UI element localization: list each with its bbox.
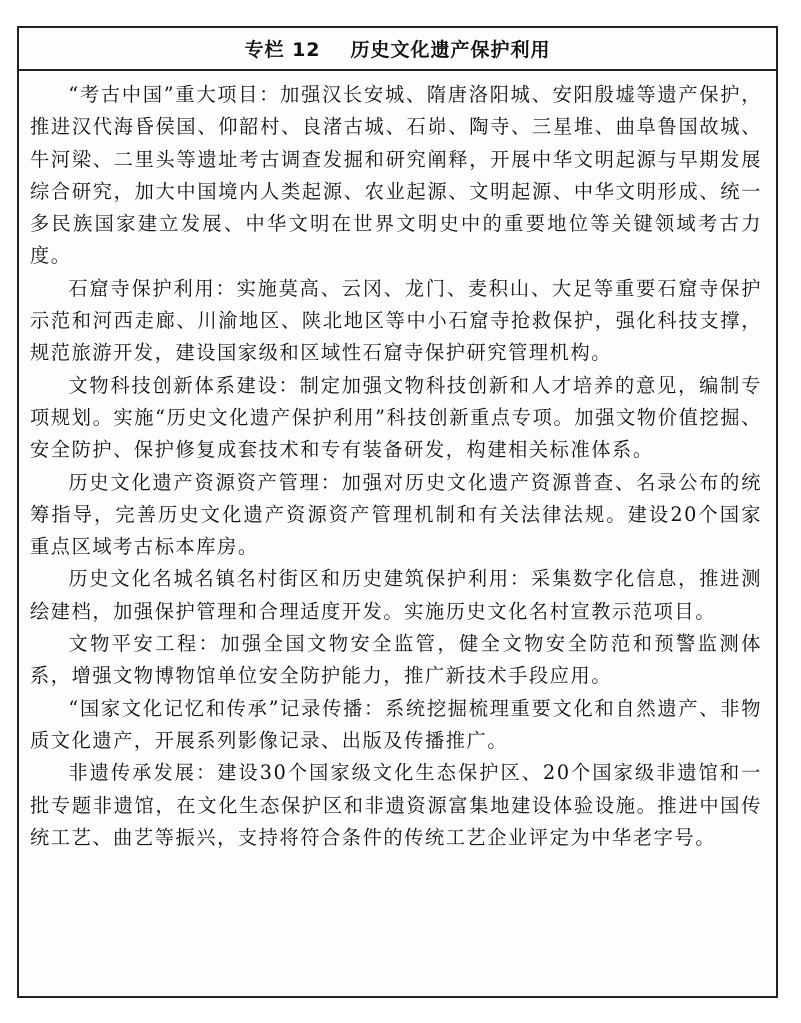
box-body: [19, 71, 776, 854]
box-header: [19, 28, 776, 71]
column-label: 专栏 12: [244, 39, 321, 61]
paragraph-cultural-memory: “国家文化记忆和传承”记录传播：系统挖掘梳理重要文化和自然遗产、非物质文化遗产，开展系列影像记录、出版及传播推广。: [30, 696, 762, 752]
paragraph-historic-cities: 历史文化名城名镇名村街区和历史建筑保护利用：采集数字化信息，推进测绘建档，加强保护管理和合理适度开发。实施历史文化名村宣教示范项目。: [30, 567, 762, 623]
paragraph-intangible-heritage: 非遗传承发展：建设30个国家级文化生态保护区、20个国家级非遗馆和一批专题非遗馆，在文化生态保护区和非遗资源富集地建设体验设施。推进中国传统工艺、曲艺等振兴，支持将符合条件的传统工艺企业评定为中华老字号。: [30, 761, 762, 849]
paragraph-resource-management: 历史文化遗产资源资产管理：加强对历史文化遗产资源普查、名录公布的统筹指导，完善历史文化遗产资源资产管理机制和有关法律法规。建设20个国家重点区域考古标本库房。: [30, 470, 762, 559]
paragraph-archaeology-china: “考古中国”重大项目：加强汉长安城、隋唐洛阳城、安阳殷墟等遗产保护，推进汉代海昏侯国、仰韶村、良渚古城、石峁、陶寺、三星堆、曲阜鲁国故城、牛河梁、二里头等遗址考古调查发掘和研究阐释，开展中华文明起源与早期发展综合研究，加大中国境内人类起源、农业起源、文明起源、中华文明形成、统一多民族国家建立发展、中华文明在世界文明史中的重要地位等关键领域考古力度。: [30, 83, 762, 268]
column-title: 历史文化遗产保护利用: [350, 39, 551, 61]
paragraph-grotto-temples: 石窟寺保护利用：实施莫高、云冈、龙门、麦积山、大足等重要石窟寺保护示范和河西走廊、川渝地区、陕北地区等中小石窟寺抢救保护，强化科技支撑，规范旅游开发，建设国家级和区域性石窟寺保护研究管理机构。: [30, 276, 762, 365]
paragraph-tech-innovation: 文物科技创新体系建设：制定加强文物科技创新和人才培养的意见，编制专项规划。实施“历史文化遗产保护利用”科技创新重点专项。加强文物价值挖掘、安全防护、保护修复成套技术和专有装备研发，构建相关标准体系。: [30, 373, 762, 462]
paragraph-relic-safety: 文物平安工程：加强全国文物安全监管，健全文物安全防范和预警监测体系，增强文物博物馆单位安全防护能力，推广新技术手段应用。: [30, 632, 762, 688]
special-column-box: [17, 26, 778, 998]
